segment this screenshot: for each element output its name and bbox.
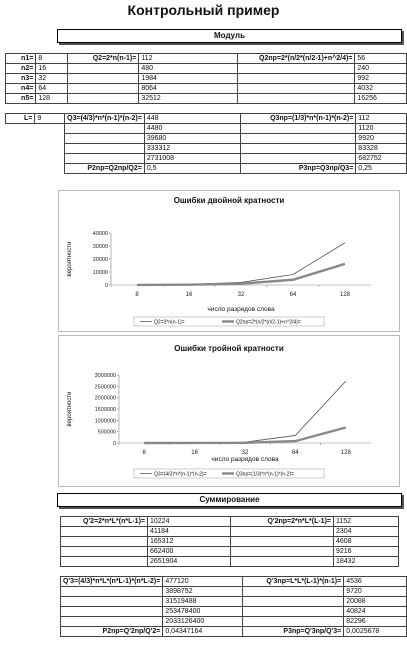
qs2np-label: Q'2np=2*n*L*(L-1)= <box>231 517 334 527</box>
qs2-label <box>61 557 148 567</box>
qs2-value: 2651904 <box>148 557 231 567</box>
q3-label <box>65 134 145 144</box>
table-row <box>61 577 407 587</box>
chart-title: Ошибки двойной кратности <box>173 196 285 205</box>
qs2np-label <box>231 527 334 537</box>
table-row <box>6 124 407 134</box>
qs3np-label: Q'3np=L*L*(L-1)*(n-1)= <box>243 577 344 587</box>
qs3np-value: 40824 <box>344 607 407 617</box>
q3-value: 2731008 <box>144 154 240 164</box>
q2np-label: Q2np=2*(n/2*(n/2-1)+n^2/4)= <box>238 54 355 64</box>
qs2-label <box>61 547 148 557</box>
table-row <box>61 547 399 557</box>
qs3-value: 2033126400 <box>163 617 243 627</box>
qs2-value: 10224 <box>148 517 231 527</box>
x-tick-label: 32 <box>241 450 249 456</box>
qs2np-value: 1152 <box>334 517 399 527</box>
section-header-sum: Суммирование <box>57 493 402 507</box>
qs3-label <box>61 607 163 617</box>
q2np-label <box>238 74 355 84</box>
qs2-label <box>61 527 148 537</box>
q2np-label <box>238 94 355 104</box>
table-row <box>61 527 399 537</box>
q2-value: 32512 <box>139 94 238 104</box>
n-value: 16 <box>36 64 67 74</box>
n-label: n3= <box>6 74 36 84</box>
q2np-value: 4032 <box>355 84 407 94</box>
qs3np-value: 4536 <box>344 577 407 587</box>
legend-label: Q3=(4/3)*n*(n-1)*(n-2)= <box>154 471 207 478</box>
empty-cell <box>35 144 65 154</box>
y-tick-label: 0 <box>104 283 108 289</box>
qs2np-value: 18432 <box>334 557 399 567</box>
qs2np-value: 4608 <box>334 537 399 547</box>
q3np-label <box>241 154 356 164</box>
qs3-label <box>61 587 163 597</box>
q2np-label <box>238 64 355 74</box>
chart-double-plot <box>59 205 399 327</box>
x-tick-label: 128 <box>339 292 351 298</box>
n-value: 32 <box>36 74 67 84</box>
x-tick-label: 16 <box>185 292 193 298</box>
p2-label: P2np=Q2np/Q2= <box>65 164 145 174</box>
n-value: 8 <box>36 54 67 64</box>
sum-table-q2 <box>60 516 399 567</box>
y-axis-label: вероятности <box>67 241 73 277</box>
n-label: n1= <box>6 54 36 64</box>
table-row <box>6 134 407 144</box>
p3-label: P3np=Q3np/Q3= <box>241 164 356 174</box>
section-header-module: Модуль <box>57 29 402 43</box>
series-line <box>137 264 345 285</box>
q2-label: Q2=2*n(n-1)= <box>67 54 139 64</box>
qs3np-label <box>243 597 344 607</box>
q3-label <box>65 144 145 154</box>
qs3-value: 3898752 <box>163 587 243 597</box>
q3-label <box>65 124 145 134</box>
q3np-label: Q3np=(1/3)*n*(n-1)*(n-2)= <box>241 114 356 124</box>
n-label: n2= <box>6 64 36 74</box>
p2s-label: P2np=Q'2np/Q'2= <box>61 627 163 637</box>
qs3-label <box>61 617 163 627</box>
q2-value: 480 <box>139 64 238 74</box>
y-tick-label: 40000 <box>92 231 108 237</box>
table-row <box>61 587 407 597</box>
empty-cell <box>6 134 35 144</box>
table-row <box>6 114 407 124</box>
qs2-label <box>61 537 148 547</box>
x-tick-label: 64 <box>289 292 297 298</box>
qs3np-label <box>243 607 344 617</box>
n-value: 64 <box>36 84 67 94</box>
empty-cell <box>6 124 35 134</box>
n-label: n4= <box>6 84 36 94</box>
y-axis-label: вероятности <box>67 391 73 427</box>
module-table-q2 <box>5 53 407 104</box>
y-tick-label: 2000000 <box>94 395 116 402</box>
q2-label <box>67 84 139 94</box>
table-row <box>61 517 399 527</box>
y-tick-label: 10000 <box>92 270 108 276</box>
y-tick-label: 30000 <box>92 244 108 250</box>
qs3-value: 477120 <box>163 577 243 587</box>
q3-value: 333312 <box>144 144 240 154</box>
legend-label: Q2=2*n(n-1)= <box>154 319 185 326</box>
q2-label <box>67 74 139 84</box>
table-row <box>61 607 407 617</box>
q3np-value: 112 <box>356 114 407 124</box>
table-row <box>6 74 407 84</box>
empty-cell <box>35 164 65 174</box>
p3s-label: P3np=Q'3np/Q'3= <box>243 627 344 637</box>
q3np-value: 1120 <box>356 124 407 134</box>
table-row <box>61 557 399 567</box>
qs3-value: 253478400 <box>163 607 243 617</box>
y-tick-label: 3000000 <box>94 373 116 379</box>
n-value: 128 <box>36 94 67 104</box>
p3s-value: 0,0025678 <box>344 627 407 637</box>
q2np-label <box>238 84 355 94</box>
q2-value: 1984 <box>139 74 238 84</box>
x-tick-label: 64 <box>292 450 299 456</box>
qs3np-value: 20088 <box>344 597 407 607</box>
x-tick-label: 16 <box>191 450 198 456</box>
series-line <box>144 428 346 443</box>
q2np-value: 240 <box>355 64 407 74</box>
table-row <box>61 537 399 547</box>
y-tick-label: 500000 <box>97 429 116 436</box>
q3-value: 4480 <box>144 124 240 134</box>
l-value: 9 <box>35 114 65 124</box>
q2-label <box>67 64 139 74</box>
q3np-label <box>241 124 356 134</box>
q3np-value: 9920 <box>356 134 407 144</box>
p3-value: 0,25 <box>356 164 407 174</box>
empty-cell <box>6 154 35 164</box>
chart-triple-plot <box>59 353 399 481</box>
qs3np-label <box>243 587 344 597</box>
table-row <box>61 597 407 607</box>
qs2np-label <box>231 537 334 547</box>
qs3-label: Q'3=(4/3)*n*L*(n*L-1)*(n*L-2)= <box>61 577 163 587</box>
table-row <box>6 144 407 154</box>
x-tick-label: 8 <box>142 450 146 456</box>
qs3np-label <box>243 617 344 627</box>
table-row <box>6 154 407 164</box>
empty-cell <box>6 164 35 174</box>
q2np-value: 56 <box>355 54 407 64</box>
qs2np-label <box>231 547 334 557</box>
table-row <box>6 84 407 94</box>
qs2-label: Q'2=2*n*L*(n*L-1)= <box>61 517 148 527</box>
q2np-value: 992 <box>355 74 407 84</box>
y-tick-label: 0 <box>112 441 116 447</box>
y-tick-label: 1500000 <box>94 407 116 413</box>
chart-double-errors <box>58 190 400 332</box>
y-tick-label: 20000 <box>92 257 108 263</box>
y-tick-label: 2500000 <box>94 384 116 391</box>
module-table-q3 <box>5 113 407 174</box>
qs3-value: 31519488 <box>163 597 243 607</box>
qs2np-value: 2304 <box>334 527 399 537</box>
x-axis-label: число разрядов слова <box>207 306 275 313</box>
q3-label <box>65 154 145 164</box>
empty-cell <box>35 134 65 144</box>
empty-cell <box>35 154 65 164</box>
q3np-value: 682752 <box>356 154 407 164</box>
q2-label <box>67 94 139 104</box>
qs2np-label <box>231 557 334 567</box>
l-label: L= <box>6 114 35 124</box>
x-tick-label: 32 <box>237 292 245 298</box>
qs3-label <box>61 597 163 607</box>
q3-label: Q3=(4/3)*n*(n-1)*(n-2)= <box>65 114 145 124</box>
p2s-value: 0,04347164 <box>163 627 243 637</box>
x-tick-label: 8 <box>135 292 139 298</box>
chart-title: Ошибки тройной кратности <box>174 344 284 353</box>
x-axis-label: число разрядов слова <box>211 456 279 463</box>
q2-value: 8064 <box>139 84 238 94</box>
qs2-value: 165312 <box>148 537 231 547</box>
series-line <box>137 243 345 285</box>
sum-table-q3 <box>60 576 407 637</box>
q3np-label <box>241 144 356 154</box>
chart-triple-errors <box>58 335 400 487</box>
legend-label: Q2np=2*(n/2*(n/2-1)+n^2/4)= <box>236 319 301 326</box>
x-tick-label: 128 <box>340 450 351 456</box>
p2-value: 0,5 <box>144 164 240 174</box>
y-tick-label: 1000000 <box>94 418 116 425</box>
qs3np-value: 9720 <box>344 587 407 597</box>
qs2-value: 41184 <box>148 527 231 537</box>
q3np-label <box>241 134 356 144</box>
empty-cell <box>6 144 35 154</box>
page-title: Контрольный пример <box>127 2 280 18</box>
qs3np-value: 82296 <box>344 617 407 627</box>
q2-value: 112 <box>139 54 238 64</box>
n-label: n5= <box>6 94 36 104</box>
series-line <box>144 381 346 443</box>
legend-label: Q3np=(1/3)*n*(n-1)*(n-2)= <box>236 471 295 478</box>
qs2-value: 662400 <box>148 547 231 557</box>
table-row <box>6 64 407 74</box>
table-row <box>6 54 407 64</box>
table-row <box>61 627 407 637</box>
q3-value: 448 <box>144 114 240 124</box>
table-row <box>6 94 407 104</box>
empty-cell <box>35 124 65 134</box>
qs2np-value: 9216 <box>334 547 399 557</box>
q3np-value: 83328 <box>356 144 407 154</box>
table-row <box>61 617 407 627</box>
q3-value: 39680 <box>144 134 240 144</box>
table-row <box>6 164 407 174</box>
q2np-value: 16256 <box>355 94 407 104</box>
